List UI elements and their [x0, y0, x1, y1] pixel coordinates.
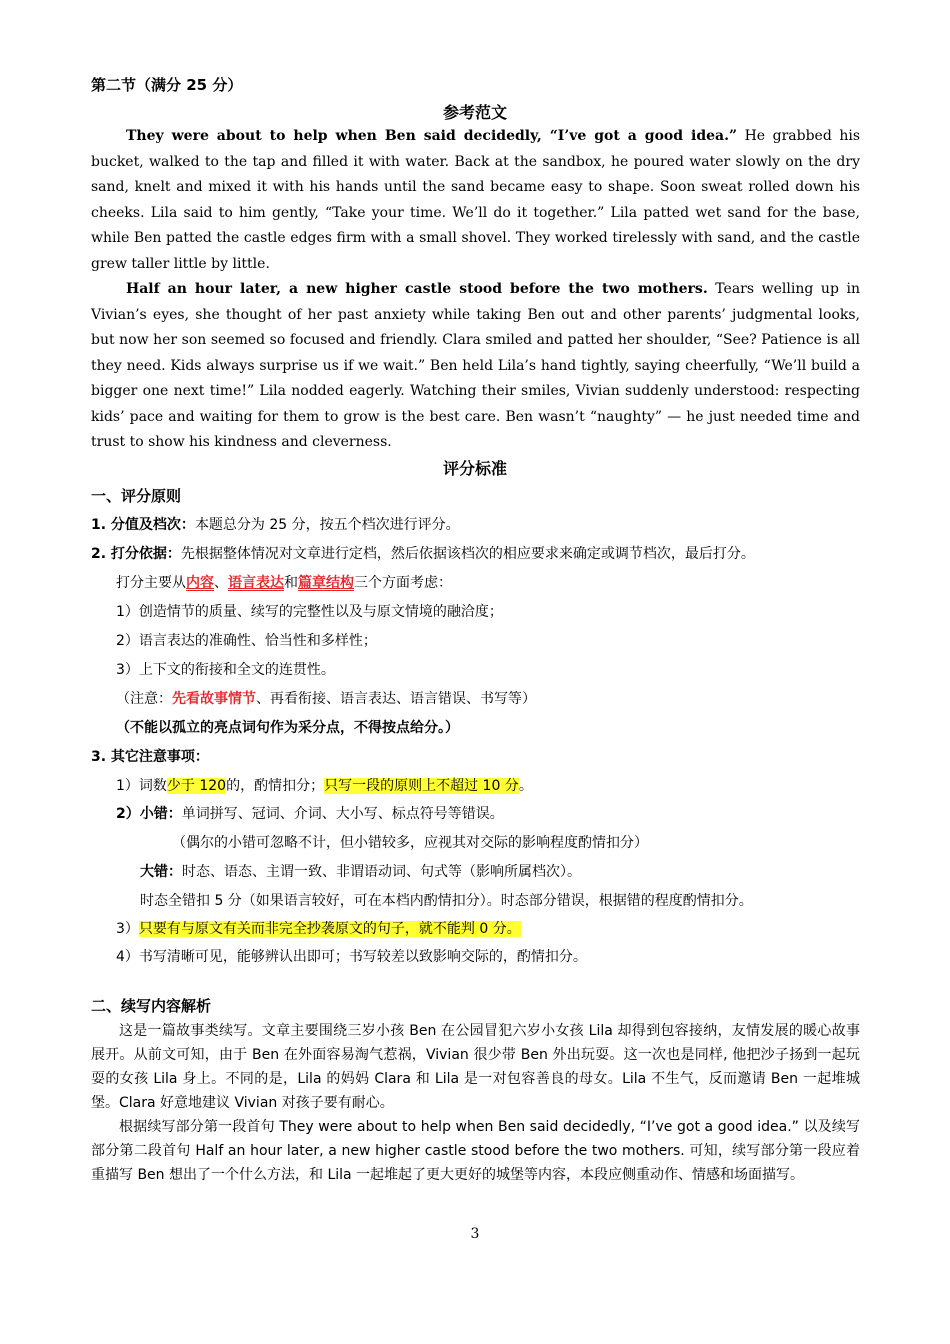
aspect-content: 内容	[186, 575, 214, 591]
criteria-title: 评分标准	[442, 459, 507, 478]
note-line	[116, 689, 536, 709]
item3-label: 3. 其它注意事项：	[91, 749, 209, 765]
note-story-first: 先看故事情节	[172, 691, 256, 707]
essay-p1-body: He grabbed his bucket, walked to the tap and filled it with water. Back at the sandbox, he poured water slowly on the dry sand, knelt and mixed it with his hands until the sand became easy to shape. Soon sweat rolled down his cheeks. Lila said to him gently, “Take your time. We’ll do it together.” Lila patted wet sand for the base, while Ben patted the castle edges firm with a small shovel. They worked tirelessly with sand, and the castle grew taller little by little.	[91, 128, 860, 272]
tense-note: 时态全错扣 5 分（如果语言较好，可在本档内酌情扣分）。时态部分错误，根据错的程度酌情扣分。	[140, 893, 753, 909]
aspects-sep1: 、	[214, 575, 228, 591]
major-label: 大错：	[140, 864, 182, 880]
minor-sub-note: （偶尔的小错可忽略不计，但小错较多，应视其对交际的影响程度酌情扣分）	[172, 835, 648, 851]
n3-a: 3）	[116, 921, 139, 937]
n1-highlight-one-paragraph: 只写一段的原则上不超过 10 分	[324, 778, 519, 794]
part1-heading: 一、评分原则	[91, 487, 182, 505]
aspects-sep2: 和	[284, 575, 298, 591]
note-minor-errors	[116, 804, 504, 824]
n1-c: 。	[518, 778, 533, 794]
note-open: （注意：	[116, 691, 172, 707]
analysis-paragraph-1: 这是一篇故事类续写。文章主要围绕三岁小孩 Ben 在公园冒犯六岁小女孩 Lila 却得到包容接纳，友情发展的暖心故事展开。从前文可知，由于 Ben 在外面容易淘气惹祸，Vivian 很少带 Ben 外出玩耍。这一次也是同样, 他把沙子扬到一起玩耍的女孩 Lila 身上。不同的是，Lila 的妈妈 Clara 和 Lila 是一对包容善良的母女。Lila 不生气，反而邀请 Ben 一起堆城堡。Clara 好意地建议 Vivian 对孩子要有耐心。	[91, 1023, 860, 1111]
n3-highlight: 只要有与原文有关而非完全抄袭原文的句子，就不能判 0 分。	[138, 921, 521, 937]
essay-paragraph-1	[91, 124, 860, 277]
essay-paragraph-2	[91, 277, 860, 456]
aspects-suffix: 三个方面考虑：	[354, 575, 452, 591]
note-no-zero	[116, 918, 521, 940]
major-text: 时态、语态、主谓一致、非谓语动词、句式等（影响所属档次）。	[182, 864, 581, 880]
aspect-3: 3）上下文的衔接和全文的连贯性。	[116, 662, 335, 678]
note-no-points: （不能以孤立的亮点词句作为采分点，不得按点给分。）	[116, 720, 459, 736]
aspects-prefix: 打分主要从	[116, 575, 186, 591]
note-major-errors	[140, 862, 581, 882]
n1-highlight-under-120: 少于 120	[166, 778, 227, 794]
page-number: 3	[470, 1226, 480, 1242]
model-essay-title: 参考范文	[442, 103, 507, 122]
note-handwriting: 4）书写清晰可见，能够辨认出即可；书写较差以致影响交际的，酌情扣分。	[116, 949, 587, 965]
section-header: 第二节（满分 25 分）	[91, 76, 243, 94]
item2	[91, 544, 755, 564]
n1-b: 的，酌情扣分；	[226, 778, 325, 794]
aspect-language: 语言表达	[228, 575, 284, 591]
minor-label: 2）小错：	[116, 806, 182, 822]
essay-p1-lead: They were about to help when Ben said decidedly, “I’ve got a good idea.”	[126, 128, 738, 144]
minor-text: 单词拼写、冠词、介词、大小写、标点符号等错误。	[181, 806, 504, 822]
part2-heading: 二、续写内容解析	[91, 997, 212, 1015]
n1-a: 1）词数	[116, 778, 167, 794]
note-rest: 、再看衔接、语言表达、语言错误、书写等）	[256, 691, 536, 707]
item2-label: 2. 打分依据：	[91, 546, 181, 562]
analysis-paragraph-2: 根据续写部分第一段首句 They were about to help when Ben said decidedly, “I’ve got a good idea.” 以及续写部分第二段首句 Half an hour later, a new higher castle stood before the two mothers. 可知，续写部分第一段应着重描写 Ben 想出了一个什么方法，和 Lila 一起堆起了更大更好的城堡等内容，本段应侧重动作、情感和场面描写。	[91, 1119, 860, 1183]
aspect-2: 2）语言表达的准确性、恰当性和多样性；	[116, 633, 377, 649]
model-essay	[91, 124, 860, 456]
item2-text: 先根据整体情况对文章进行定档，然后依据该档次的相应要求来确定或调节档次，最后打分。	[180, 546, 755, 562]
analysis	[91, 1019, 860, 1187]
aspect-1: 1）创造情节的质量、续写的完整性以及与原文情境的融洽度；	[116, 604, 503, 620]
aspects-intro	[116, 573, 452, 593]
item1-text: 本题总分为 25 分，按五个档次进行评分。	[194, 517, 460, 533]
item1-label: 1. 分值及档次：	[91, 517, 195, 533]
note-word-count	[116, 775, 533, 797]
aspect-structure: 篇章结构	[298, 575, 354, 591]
essay-p2-body: Tears welling up in Vivian’s eyes, she thought of her past anxiety while taking Ben out and other parents’ judgmental looks, but now her son seemed so focused and friendly. Clara smiled and patted her shoulder, “See? Patience is all they need. Kids always surprise us if we wait.” Ben held Lila’s hand tightly, saying cheerfully, “We’ll build a bigger one next time!” Lila nodded eagerly. Watching their smiles, Vivian suddenly understood: respecting kids’ pace and waiting for them to grow is the best care. Ben wasn’t “naughty” — he just needed time and trust to show his kindness and cleverness.	[91, 281, 860, 450]
item1	[91, 515, 460, 535]
essay-p2-lead: Half an hour later, a new higher castle stood before the two mothers.	[126, 281, 708, 297]
